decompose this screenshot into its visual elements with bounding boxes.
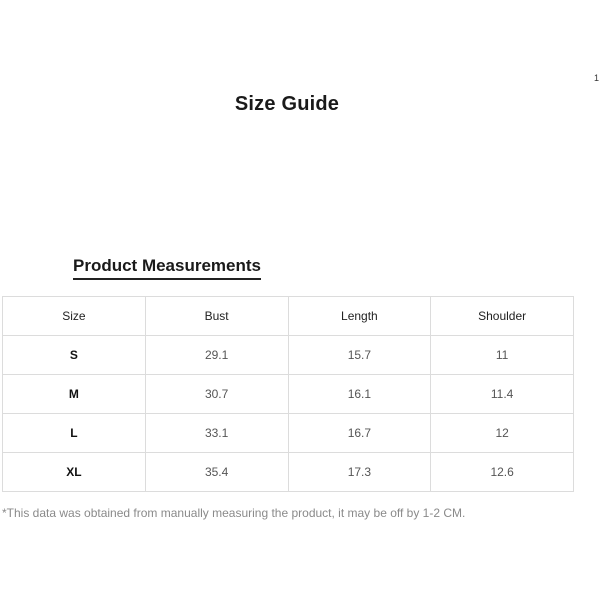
- shoulder-cell: 12: [431, 414, 574, 453]
- size-cell: M: [3, 375, 146, 414]
- table-row: [3, 453, 574, 492]
- table-header-row: [3, 297, 574, 336]
- column-header-size: Size: [3, 297, 146, 336]
- bust-cell: 29.1: [145, 336, 288, 375]
- page-title: Size Guide: [234, 93, 340, 115]
- bust-cell: 35.4: [145, 453, 288, 492]
- bust-cell: 33.1: [145, 414, 288, 453]
- size-cell: L: [3, 414, 146, 453]
- table-row: [3, 375, 574, 414]
- size-table: [2, 296, 574, 492]
- shoulder-cell: 11: [431, 336, 574, 375]
- bust-cell: 30.7: [145, 375, 288, 414]
- column-header-length: Length: [288, 297, 431, 336]
- shoulder-cell: 12.6: [431, 453, 574, 492]
- length-cell: 17.3: [288, 453, 431, 492]
- table-row: [3, 336, 574, 375]
- size-cell: XL: [3, 453, 146, 492]
- column-header-bust: Bust: [145, 297, 288, 336]
- length-cell: 15.7: [288, 336, 431, 375]
- section-title: Product Measurements: [73, 256, 261, 280]
- length-cell: 16.7: [288, 414, 431, 453]
- size-cell: S: [3, 336, 146, 375]
- shoulder-cell: 11.4: [431, 375, 574, 414]
- column-header-shoulder: Shoulder: [431, 297, 574, 336]
- measurement-footnote: *This data was obtained from manually measuring the product, it may be off by 1-2 CM.: [2, 506, 466, 520]
- length-cell: 16.1: [288, 375, 431, 414]
- corner-mark: 1: [594, 73, 600, 83]
- table-row: [3, 414, 574, 453]
